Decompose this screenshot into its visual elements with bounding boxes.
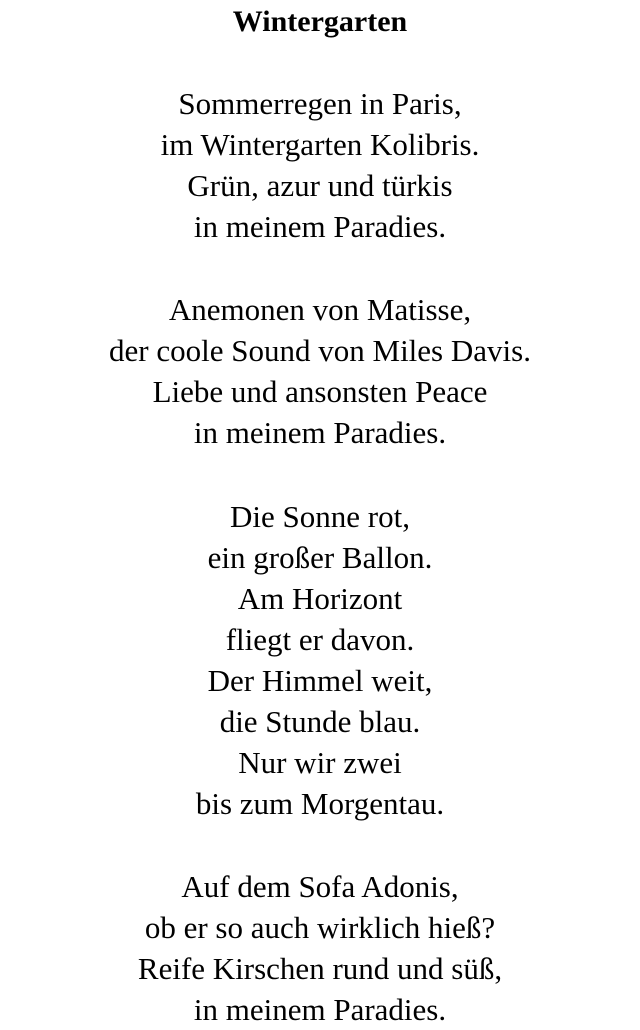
- poem-title: Wintergarten: [232, 5, 408, 38]
- poem-line: in meinem Paradies.: [193, 415, 447, 450]
- poem-line: der coole Sound von Miles Davis.: [109, 333, 531, 368]
- poem-line: Die Sonne rot,: [230, 499, 410, 534]
- stanza-2: [0, 289, 640, 453]
- poem-line: ob er so auch wirklich hieß?: [144, 910, 496, 945]
- poem-line: Grün, azur und türkis: [187, 168, 453, 203]
- poem-line: die Stunde blau.: [219, 704, 421, 739]
- poem-line: Der Himmel weit,: [207, 663, 433, 698]
- poem-line: ein großer Ballon.: [207, 540, 433, 575]
- poem-line: in meinem Paradies.: [193, 992, 447, 1027]
- poem-line: Nur wir zwei: [238, 745, 402, 780]
- poem-line: Sommerregen in Paris,: [178, 86, 462, 121]
- poem-line: Auf dem Sofa Adonis,: [181, 869, 459, 904]
- poem-line: fliegt er davon.: [225, 622, 415, 657]
- poem-line: Reife Kirschen rund und süß,: [137, 951, 503, 986]
- poem-line: Am Horizont: [237, 581, 403, 616]
- poem-line: bis zum Morgentau.: [195, 786, 445, 821]
- stanza-3: [0, 496, 640, 824]
- poem-line: Liebe und ansonsten Peace: [152, 374, 488, 409]
- poem-line: im Wintergarten Kolibris.: [160, 127, 480, 162]
- poem-line: Anemonen von Matisse,: [168, 292, 472, 327]
- stanza-4: [0, 866, 640, 1030]
- stanza-1: [0, 83, 640, 247]
- poem-line: in meinem Paradies.: [193, 209, 447, 244]
